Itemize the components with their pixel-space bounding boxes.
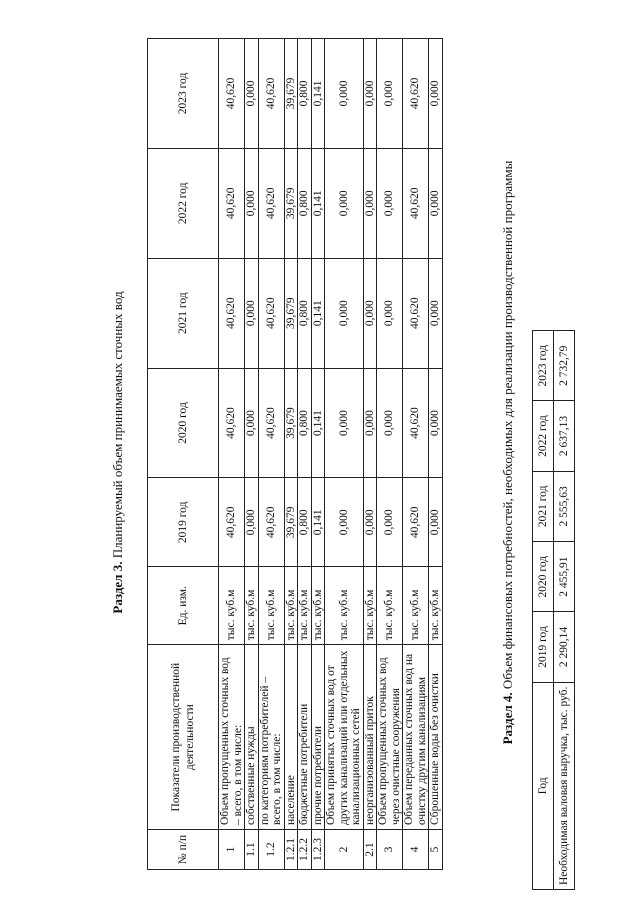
row-value-2023: 0,000 [325, 39, 364, 149]
row-indicator: Объем пропущенных сточных вод через очистные сооружения [377, 645, 403, 830]
row-value-2021: 40,620 [403, 258, 429, 368]
row-value-2022: 0,141 [311, 148, 325, 258]
section4-title-text: Объем финансовых потребностей, необходимых для реализации производственной программы [500, 160, 515, 693]
row-unit: тыс. куб.м [284, 567, 298, 645]
table-row [403, 39, 429, 870]
row-unit: тыс. куб.м [298, 567, 312, 645]
row-unit: тыс. куб.м [245, 567, 259, 645]
row-value-2019: 39,679 [284, 478, 298, 567]
header-num: № п/п [148, 830, 219, 870]
table-row [245, 39, 259, 870]
section3-title-text: Планируемый объем принимаемых сточных вод [110, 291, 125, 562]
row-indicator: неорганизованный приток [363, 645, 377, 830]
row-value-2019: 0,000 [429, 478, 443, 567]
row-value-2020: 0,141 [311, 368, 325, 478]
revenue-label: Необходимая валовая выручка, тыс. руб. [554, 682, 575, 889]
table-row [284, 39, 298, 870]
row-value-2020: 40,620 [258, 368, 284, 478]
row-number: 5 [429, 830, 443, 870]
table-row [311, 39, 325, 870]
row-value-2023: 40,620 [403, 39, 429, 149]
row-unit: тыс. куб.м [377, 567, 403, 645]
header-year-label: Год [533, 682, 554, 889]
row-value-2023: 40,620 [258, 39, 284, 149]
revenue-2023: 2 732,79 [554, 331, 575, 401]
row-value-2021: 39,679 [284, 258, 298, 368]
row-indicator: бюджетные потребители [298, 645, 312, 830]
revenue-2021: 2 555,63 [554, 471, 575, 541]
row-number: 2.1 [363, 830, 377, 870]
row-indicator: Сброшенные воды без очистки [429, 645, 443, 830]
row-value-2023: 0,000 [245, 39, 259, 149]
row-indicator: по категориям потребителей – всего, в том числе: [258, 645, 284, 830]
table-row [258, 39, 284, 870]
row-value-2022: 40,620 [403, 148, 429, 258]
row-value-2020: 0,000 [377, 368, 403, 478]
row-value-2020: 40,620 [219, 368, 245, 478]
row-unit: тыс. куб.м [311, 567, 325, 645]
row-value-2020: 0,000 [363, 368, 377, 478]
row-number: 1.2 [258, 830, 284, 870]
row-number: 4 [403, 830, 429, 870]
row-value-2021: 0,000 [429, 258, 443, 368]
row-value-2021: 0,000 [377, 258, 403, 368]
row-value-2022: 0,000 [363, 148, 377, 258]
section3-title-bold: Раздел 3. [110, 561, 125, 614]
row-value-2021: 40,620 [258, 258, 284, 368]
table-row [429, 39, 443, 870]
revenue-2019: 2 290,14 [554, 612, 575, 682]
row-value-2019: 0,000 [245, 478, 259, 567]
header-year-2019: 2019 год [148, 478, 219, 567]
row-number: 1.1 [245, 830, 259, 870]
row-number: 3 [377, 830, 403, 870]
row-unit: тыс. куб.м [363, 567, 377, 645]
section4-title [500, 0, 516, 905]
row-indicator: Объем переданных сточных вод на очистку другим канализациям [403, 645, 429, 830]
row-value-2019: 0,000 [377, 478, 403, 567]
section4-title-bold: Раздел 4. [500, 692, 515, 745]
row-value-2020: 39,679 [284, 368, 298, 478]
row-value-2020: 0,000 [429, 368, 443, 478]
row-unit: тыс. куб.м [258, 567, 284, 645]
section3-title [110, 0, 126, 905]
section4-header-row [533, 331, 554, 890]
row-value-2019: 40,620 [403, 478, 429, 567]
row-value-2019: 0,000 [325, 478, 364, 567]
header-year-2021: 2021 год [533, 471, 554, 541]
section3-header-row [148, 39, 219, 870]
row-value-2020: 0,000 [245, 368, 259, 478]
table-row [325, 39, 364, 870]
row-number: 1 [219, 830, 245, 870]
row-indicator: собственные нужды [245, 645, 259, 830]
row-indicator: Объем принятых сточных вод от других канализаций или отдельных канализационных сетей [325, 645, 364, 830]
row-value-2019: 0,141 [311, 478, 325, 567]
row-value-2022: 0,000 [325, 148, 364, 258]
header-year-2023: 2023 год [148, 39, 219, 149]
row-value-2023: 0,141 [311, 39, 325, 149]
row-value-2019: 40,620 [219, 478, 245, 567]
row-value-2021: 0,000 [363, 258, 377, 368]
row-value-2020: 0,000 [325, 368, 364, 478]
row-value-2020: 0,800 [298, 368, 312, 478]
row-value-2019: 0,000 [363, 478, 377, 567]
row-value-2022: 0,000 [429, 148, 443, 258]
row-value-2021: 0,000 [245, 258, 259, 368]
table-row [554, 331, 575, 890]
header-year-2023: 2023 год [533, 331, 554, 401]
row-value-2022: 0,000 [245, 148, 259, 258]
row-value-2019: 40,620 [258, 478, 284, 567]
row-unit: тыс. куб.м [325, 567, 364, 645]
header-year-2022: 2022 год [533, 401, 554, 471]
row-value-2022: 39,679 [284, 148, 298, 258]
header-year-2020: 2020 год [533, 541, 554, 611]
header-year-2019: 2019 год [533, 612, 554, 682]
row-number: 1.2.2 [298, 830, 312, 870]
row-number: 1.2.1 [284, 830, 298, 870]
row-value-2022: 0,800 [298, 148, 312, 258]
table-row [298, 39, 312, 870]
row-indicator: прочие потребители [311, 645, 325, 830]
row-number: 1.2.3 [311, 830, 325, 870]
header-year-2022: 2022 год [148, 148, 219, 258]
revenue-2022: 2 637,13 [554, 401, 575, 471]
row-number: 2 [325, 830, 364, 870]
row-value-2023: 0,800 [298, 39, 312, 149]
row-unit: тыс. куб.м [219, 567, 245, 645]
table-row [219, 39, 245, 870]
row-value-2021: 0,000 [325, 258, 364, 368]
header-indicator: Показатели производственной деятельности [148, 645, 219, 830]
table-row [377, 39, 403, 870]
section4-table [532, 330, 575, 890]
row-value-2021: 0,141 [311, 258, 325, 368]
row-value-2020: 40,620 [403, 368, 429, 478]
row-value-2021: 40,620 [219, 258, 245, 368]
revenue-2020: 2 455,91 [554, 541, 575, 611]
section3-table [147, 38, 443, 870]
row-value-2021: 0,800 [298, 258, 312, 368]
header-year-2021: 2021 год [148, 258, 219, 368]
header-year-2020: 2020 год [148, 368, 219, 478]
row-value-2023: 0,000 [429, 39, 443, 149]
row-value-2022: 40,620 [219, 148, 245, 258]
row-value-2023: 40,620 [219, 39, 245, 149]
row-indicator: население [284, 645, 298, 830]
row-value-2022: 0,000 [377, 148, 403, 258]
row-value-2019: 0,800 [298, 478, 312, 567]
row-unit: тыс. куб.м [403, 567, 429, 645]
row-value-2023: 0,000 [377, 39, 403, 149]
row-value-2023: 0,000 [363, 39, 377, 149]
row-value-2022: 40,620 [258, 148, 284, 258]
header-unit: Ед. изм. [148, 567, 219, 645]
table-row [363, 39, 377, 870]
row-unit: тыс. куб.м [429, 567, 443, 645]
row-indicator: Объем пропущенных сточных вод – всего, в том числе: [219, 645, 245, 830]
row-value-2023: 39,679 [284, 39, 298, 149]
